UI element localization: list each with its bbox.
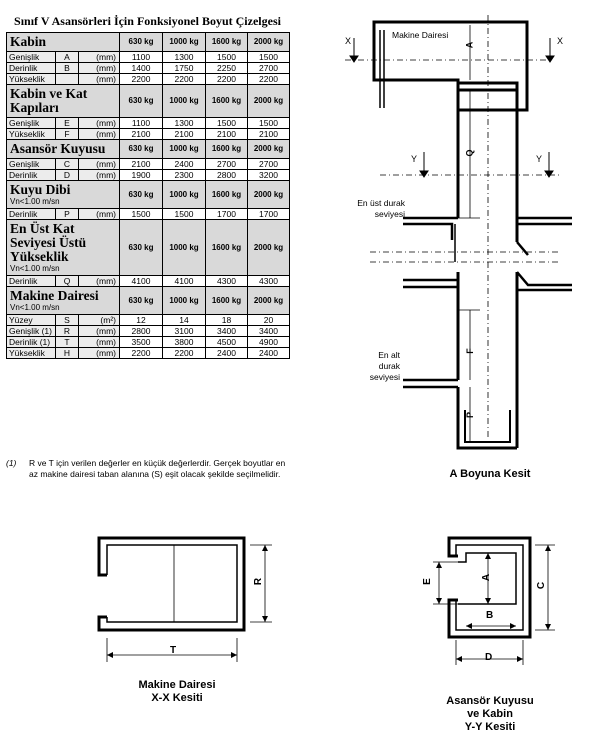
machine-room-plan-drawing: [90, 530, 280, 670]
table-cell: 2100: [248, 129, 290, 140]
capacity-header: 630 kg: [120, 181, 163, 209]
capacity-header: 1600 kg: [206, 220, 248, 276]
table-cell: 1400: [120, 63, 163, 74]
table-cell: 3400: [206, 326, 248, 337]
table-cell: 2200: [120, 74, 163, 85]
row-label: Genişlik: [7, 118, 56, 129]
section-header-row: [7, 33, 290, 52]
capacity-header: 2000 kg: [248, 181, 290, 209]
table-cell: 1500: [120, 209, 163, 220]
row-label: Yükseklik: [7, 74, 56, 85]
table-cell: 3200: [248, 170, 290, 181]
table-cell: 2700: [206, 159, 248, 170]
row-unit: (mm): [79, 209, 120, 220]
table-cell: 1700: [206, 209, 248, 220]
table-cell: 4500: [206, 337, 248, 348]
table-cell: 3100: [163, 326, 206, 337]
row-label: Genişlik (1): [7, 326, 56, 337]
machine-room-label: Makine Dairesi: [392, 30, 449, 40]
table-cell: 12: [120, 315, 163, 326]
longitudinal-section-caption: A Boyuna Kesit: [449, 468, 531, 480]
table-cell: 1300: [163, 52, 206, 63]
table-cell: 2200: [163, 348, 206, 359]
capacity-header: 2000 kg: [248, 33, 290, 52]
row-unit: (mm): [79, 63, 120, 74]
longitudinal-section-drawing: [330, 10, 608, 470]
row-sym: B: [56, 63, 79, 74]
row-label: Yüzey: [7, 315, 56, 326]
table-row: [7, 315, 290, 326]
row-unit: (mm): [79, 337, 120, 348]
row-sym: C: [56, 159, 79, 170]
dim-e: E: [421, 578, 433, 585]
capacity-header: 2000 kg: [248, 85, 290, 118]
table-cell: 2800: [120, 326, 163, 337]
table-row: [7, 74, 290, 85]
shaft-plan-drawing: [420, 530, 570, 670]
capacity-header: 630 kg: [120, 140, 163, 159]
xx-caption-line2: X-X Kesiti: [151, 692, 203, 704]
row-label: Yükseklik: [7, 348, 56, 359]
table-cell: 1700: [248, 209, 290, 220]
row-unit: (m²): [79, 315, 120, 326]
cut-y-right: Y: [536, 154, 543, 164]
capacity-header: 1000 kg: [163, 181, 206, 209]
table-cell: 2300: [163, 170, 206, 181]
section-heading: [7, 140, 120, 159]
table-cell: 2700: [248, 159, 290, 170]
table-cell: 2800: [206, 170, 248, 181]
table-cell: 2100: [120, 159, 163, 170]
section-heading-text: Kabin: [10, 34, 47, 49]
table-cell: 2200: [163, 74, 206, 85]
yy-caption-line1: Asansör Kuyusu: [446, 695, 534, 707]
xx-caption-line1: Makine Dairesi: [138, 679, 216, 691]
capacity-header: 2000 kg: [248, 140, 290, 159]
row-unit: (mm): [79, 159, 120, 170]
dim-t: T: [170, 645, 177, 656]
capacity-header: 630 kg: [120, 220, 163, 276]
dim-r: R: [253, 577, 265, 586]
table-cell: 2200: [248, 74, 290, 85]
table-cell: 1300: [163, 118, 206, 129]
capacity-header: 1600 kg: [206, 33, 248, 52]
capacity-header: 1600 kg: [206, 181, 248, 209]
dim-f: F: [464, 348, 475, 354]
section-header-row: [7, 85, 290, 118]
table-cell: 2100: [120, 129, 163, 140]
row-sym: T: [56, 337, 79, 348]
footnote-number: (1): [6, 458, 17, 468]
section-heading-text: En Üst Kat Seviyesi Üstü Yükseklik: [10, 221, 87, 264]
table-row: [7, 326, 290, 337]
table-cell: 1500: [248, 118, 290, 129]
section-heading-text: Makine Dairesi: [10, 288, 99, 303]
table-cell: 1100: [120, 52, 163, 63]
table-cell: 4300: [206, 276, 248, 287]
row-sym: D: [56, 170, 79, 181]
table-cell: 3500: [120, 337, 163, 348]
row-unit: (mm): [79, 326, 120, 337]
capacity-header: 1600 kg: [206, 85, 248, 118]
row-label: Yükseklik: [7, 129, 56, 140]
capacity-header: 1000 kg: [163, 85, 206, 118]
table-row: [7, 337, 290, 348]
row-label: Derinlik (1): [7, 337, 56, 348]
table-cell: 2100: [163, 129, 206, 140]
row-label: Genişlik: [7, 52, 56, 63]
footnote-text: R ve T için verilen değerler en küçük değerlerdir. Gerçek boyutlar en az makine dairesi taban alanına (S) eşit olacak şekilde seçilmelidir.: [29, 458, 286, 479]
table-cell: 1500: [163, 209, 206, 220]
table-cell: 4100: [120, 276, 163, 287]
row-unit: (mm): [79, 129, 120, 140]
table-row: [7, 52, 290, 63]
table-row: [7, 170, 290, 181]
row-unit: (mm): [79, 118, 120, 129]
capacity-header: 630 kg: [120, 85, 163, 118]
table-cell: 2200: [206, 74, 248, 85]
capacity-header: 1600 kg: [206, 140, 248, 159]
row-sym: S: [56, 315, 79, 326]
table-cell: 3800: [163, 337, 206, 348]
section-heading-text: Kuyu Dibi: [10, 182, 71, 197]
row-sym: E: [56, 118, 79, 129]
dim-a-plan: A: [481, 573, 493, 582]
capacity-header: 2000 kg: [248, 287, 290, 315]
table-row: [7, 159, 290, 170]
table-cell: 14: [163, 315, 206, 326]
section-header-row: [7, 181, 290, 209]
cut-y-left: Y: [411, 154, 418, 164]
capacity-header: 1000 kg: [163, 287, 206, 315]
table-cell: 1100: [120, 118, 163, 129]
table-title: Sınıf V Asansörleri İçin Fonksiyonel Boyut Çizelgesi: [14, 14, 281, 28]
section-subheading: Vn<1.00 m/sn: [10, 264, 60, 273]
row-unit: (mm): [79, 348, 120, 359]
section-heading: [7, 85, 120, 118]
capacity-header: 2000 kg: [248, 220, 290, 276]
table-row: [7, 129, 290, 140]
table-row: [7, 348, 290, 359]
table-cell: 2400: [206, 348, 248, 359]
row-sym: [56, 74, 79, 85]
cut-x-right: X: [557, 36, 564, 46]
section-heading: [7, 220, 120, 276]
section-heading-text: Kabin ve Kat Kapıları: [10, 86, 88, 115]
yy-caption-line3: Y-Y Kesiti: [464, 721, 516, 733]
table-cell: 1500: [248, 52, 290, 63]
table-cell: 2400: [248, 348, 290, 359]
capacity-header: 630 kg: [120, 287, 163, 315]
dim-q: Q: [464, 149, 475, 157]
dim-b: B: [486, 610, 494, 621]
table-row: [7, 63, 290, 74]
section-heading-text: Asansör Kuyusu: [10, 141, 106, 156]
section-heading: [7, 181, 120, 209]
table-cell: 3400: [248, 326, 290, 337]
dim-a-longitudinal: A: [464, 41, 475, 49]
table-cell: 2200: [120, 348, 163, 359]
table-row: [7, 209, 290, 220]
row-label: Derinlik: [7, 63, 56, 74]
yy-caption-line2: ve Kabin: [467, 708, 513, 720]
capacity-header: 1000 kg: [163, 33, 206, 52]
section-heading: [7, 33, 120, 52]
table-cell: 4300: [248, 276, 290, 287]
top-stop-label: En üst durak seviyesi: [357, 198, 405, 219]
capacity-header: 630 kg: [120, 33, 163, 52]
table-cell: 1750: [163, 63, 206, 74]
table-cell: 1500: [206, 118, 248, 129]
row-sym: Q: [56, 276, 79, 287]
section-header-row: [7, 140, 290, 159]
row-sym: R: [56, 326, 79, 337]
bottom-stop-label: En alt durak seviyesi: [369, 350, 400, 382]
section-heading: [7, 287, 120, 315]
row-sym: A: [56, 52, 79, 63]
section-header-row: [7, 220, 290, 276]
capacity-header: 1000 kg: [163, 220, 206, 276]
table-row: [7, 276, 290, 287]
table-cell: 2400: [163, 159, 206, 170]
capacity-header: 1000 kg: [163, 140, 206, 159]
row-label: Genişlik: [7, 159, 56, 170]
table-cell: 4900: [248, 337, 290, 348]
cut-x-left: X: [345, 36, 352, 46]
row-unit: (mm): [79, 52, 120, 63]
dim-c: C: [536, 581, 548, 590]
row-unit: (mm): [79, 170, 120, 181]
table-cell: 20: [248, 315, 290, 326]
capacity-header: 1600 kg: [206, 287, 248, 315]
table-cell: 1500: [206, 52, 248, 63]
table-cell: 4100: [163, 276, 206, 287]
table-cell: 2700: [248, 63, 290, 74]
section-subheading: Vn<1.00 m/sn: [10, 303, 60, 312]
row-label: Derinlik: [7, 276, 56, 287]
dimension-table: [6, 32, 290, 359]
dim-p: P: [465, 411, 476, 419]
row-sym: H: [56, 348, 79, 359]
section-subheading: Vn<1.00 m/sn: [10, 197, 60, 206]
row-label: Derinlik: [7, 209, 56, 220]
table-cell: 2250: [206, 63, 248, 74]
table-row: [7, 118, 290, 129]
dim-d: D: [485, 652, 493, 663]
row-unit: (mm): [79, 276, 120, 287]
table-cell: 1900: [120, 170, 163, 181]
table-cell: 2100: [206, 129, 248, 140]
row-label: Derinlik: [7, 170, 56, 181]
table-cell: 18: [206, 315, 248, 326]
row-sym: P: [56, 209, 79, 220]
section-header-row: [7, 287, 290, 315]
row-sym: F: [56, 129, 79, 140]
row-unit: (mm): [79, 74, 120, 85]
